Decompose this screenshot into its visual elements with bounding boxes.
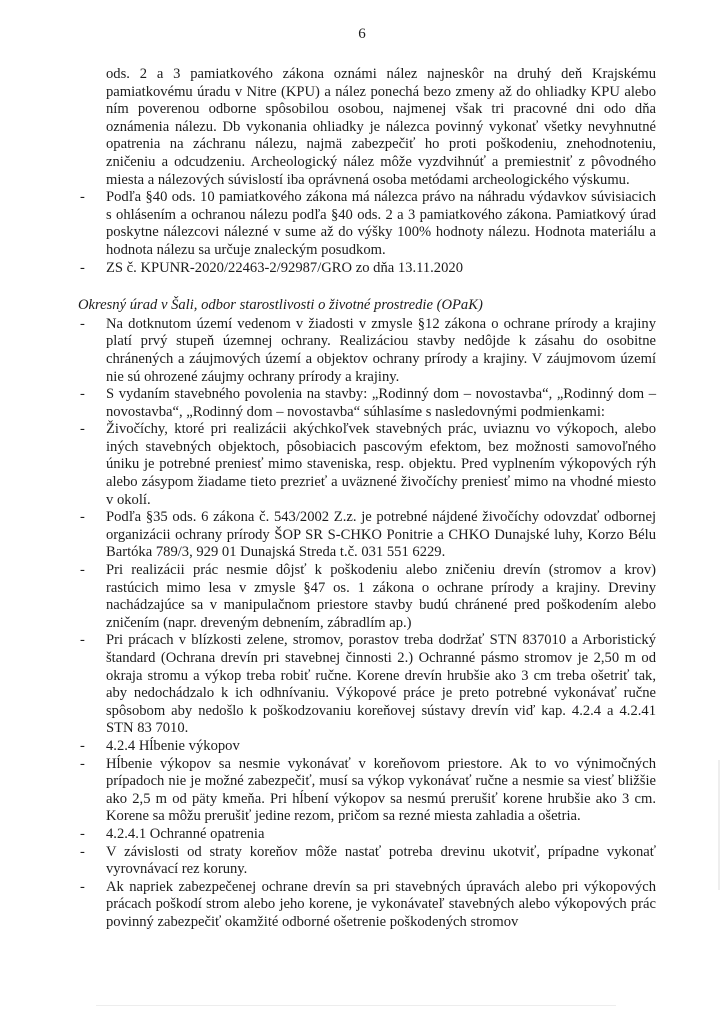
list-item-text: V závislosti od straty koreňov môže nastať potreba drevinu ukotviť, prípadne vykonať vyrovnávací rez koruny. bbox=[106, 843, 656, 878]
dash-bullet: - bbox=[80, 189, 85, 206]
list-item bbox=[78, 386, 656, 421]
section-title: Okresný úrad v Šali, odbor starostlivosti o životné prostredie (OPaK) bbox=[78, 297, 483, 314]
scan-artifact bbox=[718, 760, 720, 890]
continued-paragraph: ods. 2 a 3 pamiatkového zákona oznámi nález najneskôr na druhý deň Krajskému pamiatkovému úradu v Nitre (KPU) a nález ponechá bezo zmeny až do ohliadky KPU alebo ním poverenou odborne spôsobilou osobou, najmenej však tri pracovné dni odo dňa oznámenia nálezu. Db vykonania ohliadky je nálezca povinný vykonať všetky nevyhnutné opatrenia na záchranu nálezu, najmä zabezpečiť ho proti poškodeniu, znehodnoteniu, zničeniu a odcudzeniu. Archeologický nález môže vyzdvihnúť a premiestniť z pôvodného miesta a nálezových súvislostí iba oprávnená osoba metódami archeologického výskumu. bbox=[106, 66, 656, 188]
dash-bullet: - bbox=[80, 421, 85, 438]
list-item-text: Na dotknutom území vedenom v žiadosti v zmysle §12 zákona o ochrane prírody a krajiny platí prvý stupeň územnej ochrany. Realizáciou stavby nedôjde k zásahu do osobitne chránených a záujmových území a objektov ochrany prírody a krajiny. V záujmovom území nie sú ohrozené záujmy ochrany prírody a krajiny. bbox=[106, 315, 656, 385]
dash-bullet: - bbox=[80, 843, 85, 860]
list-item bbox=[78, 844, 656, 879]
list-item bbox=[78, 632, 656, 738]
scan-artifact-bottom bbox=[96, 1005, 616, 1006]
page-number: 6 bbox=[358, 26, 366, 42]
list-item-text: Pri realizácii prác nesmie dôjsť k poškodeniu alebo zničeniu drevín (stromov a krov) rastúcich mimo lesa v zmysle §47 os. 1 zákona o ochrane prírody a krajiny. Dreviny nachádzajúce sa v manipulačnom priestore stavby budú chránené pred poškodením alebo zničením (napr. dreveným debnením, zábradlím ap.) bbox=[106, 562, 656, 631]
dash-bullet: - bbox=[80, 825, 85, 842]
list-item-text: ZS č. KPUNR-2020/22463-2/92987/GRO zo dňa 13.11.2020 bbox=[106, 259, 463, 276]
list-item bbox=[78, 826, 656, 844]
list-item bbox=[78, 738, 656, 756]
list-item-text: Pri prácach v blízkosti zelene, stromov, porastov treba dodržať STN 837010 a Arboristický štandard (Ochrana drevín pri stavebnej činnosti 2.) Ochranné pásmo stromov je 2,50 m od okraja stromu a výkop treba robiť ručne. Korene drevín hrubšie ako 3 cm treba ošetriť tak, aby nedochádzalo k ich odhnívaniu. Výkopové práce je preto potrebné vykonávať ručne spôsobom aby nedošlo k poškodzovaniu koreňovej sústavy drevín viď kap. 4.2.4 a 4.2.41 STN 83 7010. bbox=[106, 632, 656, 737]
list-item-text: Podľa §35 ods. 6 zákona č. 543/2002 Z.z. je potrebné nájdené živočíchy odovzdať odbornej organizácii ochrany prírody ŠOP SR S-CHKO Ponitrie a CHKO Dunajské luhy, Korzo Bélu Bartóka 789/3, 929 01 Dunajská Streda t.č. 031 551 6229. bbox=[106, 509, 656, 561]
list-item-text: Živočíchy, ktoré pri realizácii akýchkoľvek stavebných prác, uviaznu vo výkopoch, alebo iných stavebných objektoch, pôsobiacich pascovým efektom, bez možnosti samovoľného úniku je potrebné preniesť mimo staveniska, resp. objektu. Pred vyplnením výkopových rýh alebo zásypom žiadame tieto prezrieť a uväznené živočíchy preniesť mimo na vhodné miesto v okolí. bbox=[106, 421, 656, 508]
list-item-text: Hĺbenie výkopov sa nesmie vykonávať v koreňovom priestore. Ak to vo výnimočných prípadoch nie je možné zabezpečiť, musí sa výkop vykonávať ručne a nesmie sa viesť bližšie ako 2,5 m od päty kmeňa. Pri hĺbení výkopov sa nesmú prerušiť korene hrubšie ako 3 cm. Korene sa môžu prerušiť jedine rezom, pričom sa rezné miesta zahladia a ošetria. bbox=[106, 755, 656, 825]
list-item-text: 4.2.4.1 Ochranné opatrenia bbox=[106, 825, 265, 842]
dash-bullet: - bbox=[80, 878, 85, 895]
list-item bbox=[78, 756, 656, 826]
list-item bbox=[78, 562, 656, 632]
list-item-text: 4.2.4 Hĺbenie výkopov bbox=[106, 737, 240, 754]
dash-bullet: - bbox=[80, 259, 85, 276]
dash-bullet: - bbox=[80, 509, 85, 526]
list-item bbox=[78, 421, 656, 509]
dash-bullet: - bbox=[80, 755, 85, 772]
document-body bbox=[78, 66, 656, 932]
list-item-text: Ak napriek zabezpečenej ochrane drevín sa pri stavebných úpravách alebo pri výkopových prácach poškodí strom alebo jeho korene, je vykonávateľ stavebných alebo výkopových prác povinný zabezpečiť okamžité odborné ošetrenie poškodených stromov bbox=[106, 878, 656, 930]
list-item bbox=[78, 189, 656, 259]
dash-bullet: - bbox=[80, 562, 85, 579]
list-item bbox=[78, 509, 656, 562]
list-b bbox=[78, 316, 656, 932]
list-item bbox=[78, 316, 656, 386]
list-item-text: S vydaním stavebného povolenia na stavby: „Rodinný dom – novostavba“, „Rodinný dom – novostavba“, „Rodinný dom – novostavba“ súhlasíme s nasledovnými podmienkami: bbox=[106, 386, 656, 420]
list-a bbox=[78, 189, 656, 277]
dash-bullet: - bbox=[80, 737, 85, 754]
list-item-text: Podľa §40 ods. 10 pamiatkového zákona má nálezca právo na náhradu výdavkov súvisiacich s ohlásením a ochranou nálezu podľa §40 ods. 2 a 3 pamiatkového zákona. Pamiatkový úrad poskytne nálezcovi nálezné v sume až do výšky 100% hodnoty nálezu. Hodnota materiálu a hodnota nálezu sa určuje znaleckým posudkom. bbox=[106, 189, 656, 258]
dash-bullet: - bbox=[80, 386, 85, 403]
list-item bbox=[78, 879, 656, 932]
dash-bullet: - bbox=[80, 632, 85, 649]
list-item bbox=[78, 260, 656, 278]
dash-bullet: - bbox=[80, 315, 85, 332]
